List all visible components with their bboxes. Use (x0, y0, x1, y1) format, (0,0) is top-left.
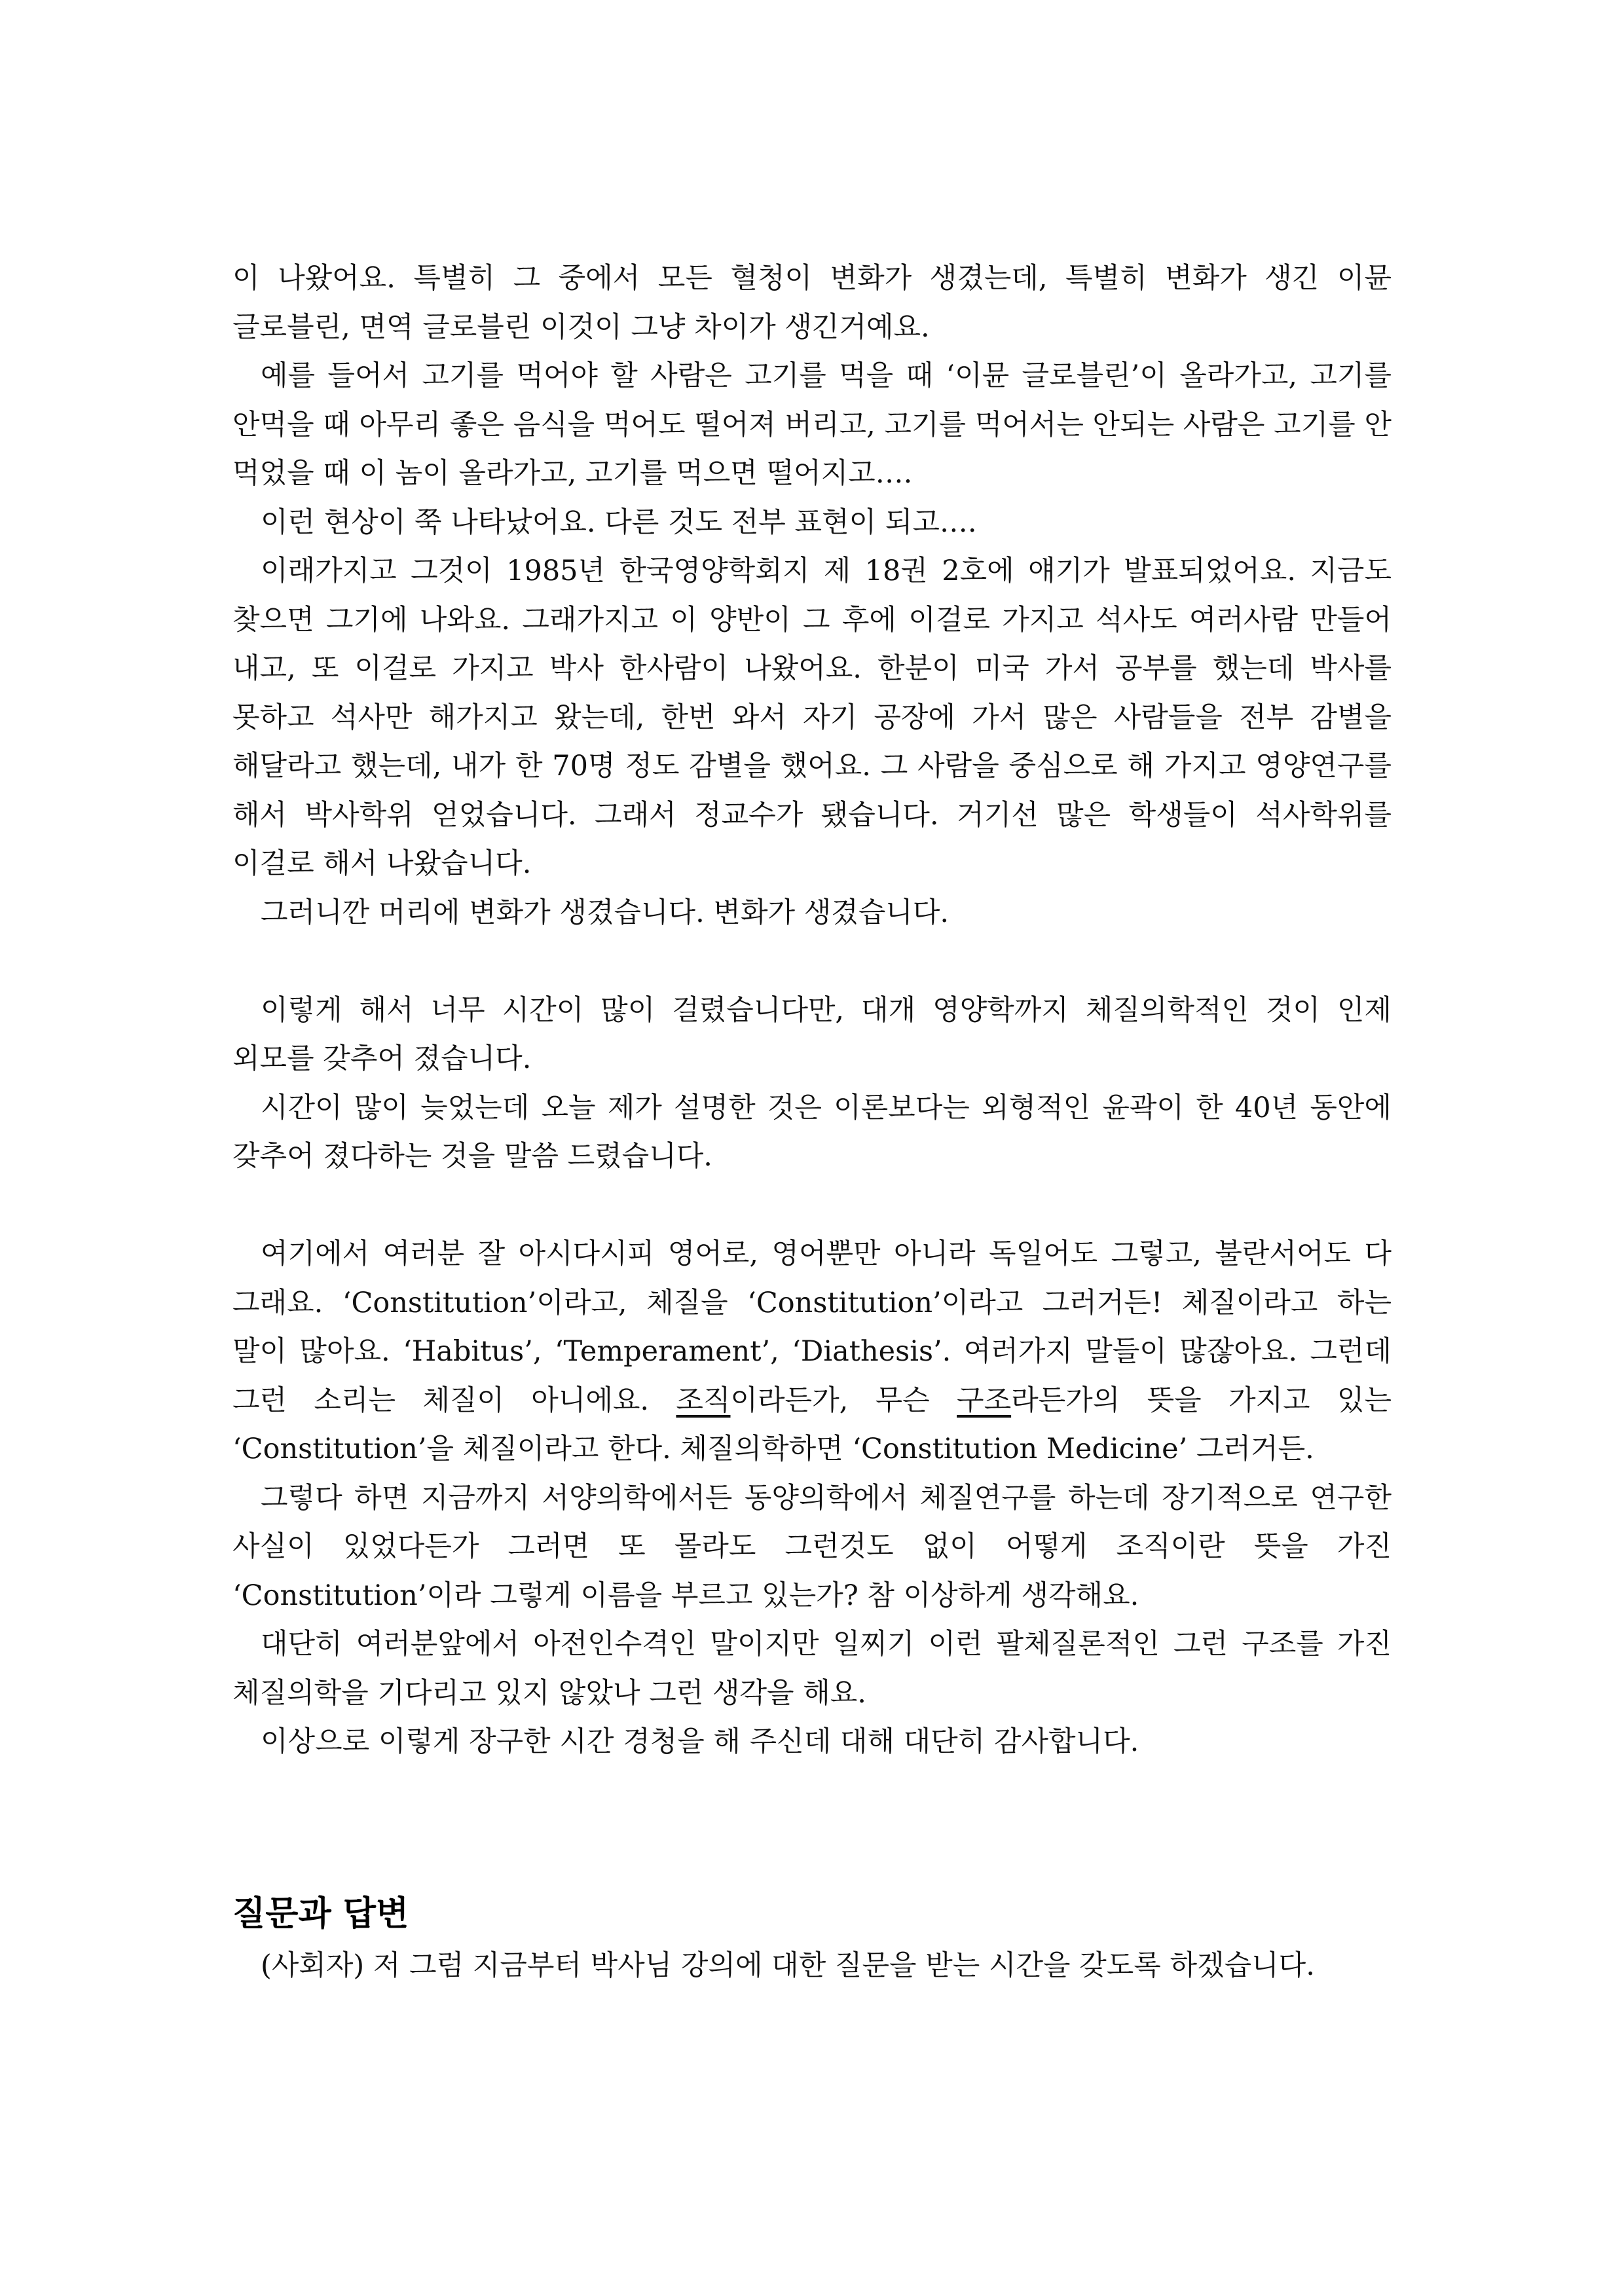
qa-text (232, 1941, 1392, 1991)
paragraph-with-underlines (232, 1230, 1392, 1474)
underlined-term: 조직 (676, 1384, 731, 1417)
paragraph: 이상으로 이렇게 장구한 시간 경청을 해 주신데 대해 대단히 감사합니다. (261, 1725, 1139, 1758)
paragraph: 예를 들어서 고기를 먹어야 할 사람은 고기를 먹을 때 ‘이뮨 글로블린’이 올라가고, 고기를 안먹을 때 아무리 좋은 음식을 먹어도 떨어져 버리고, 고기를 먹어서는 안되는 사람은 고기를 안 먹었을 때 이 놈이 올라가고, 고기를 먹으면 떨어지고…. (232, 359, 1392, 490)
paragraph-gap (232, 937, 1392, 986)
paragraph: 그렇다 하면 지금까지 서양의학에서든 동양의학에서 체질연구를 하는데 장기적으로 연구한 사실이 있었다든가 그러면 또 몰라도 그런것도 없이 어떻게 조직이란 뜻을 가진 ‘Constitution’이라 그렇게 이름을 부르고 있는가? 참 이상하게 생각해요. (232, 1481, 1392, 1612)
text-span: 라든가의 뜻을 가지고 있는 ‘Constitution’을 체질이라고 한다. 체질의학하면 ‘Constitution Medicine’ 그러거든. (232, 1384, 1392, 1465)
paragraph: 시간이 많이 늦었는데 오늘 제가 설명한 것은 이론보다는 외형적인 윤곽이 한 40년 동안에 갖추어 졌다하는 것을 말씀 드렸습니다. (232, 1091, 1392, 1173)
underlined-term: 구조 (957, 1384, 1012, 1417)
paragraph: 이런 현상이 쭉 나타났어요. 다른 것도 전부 표현이 되고…. (261, 505, 977, 539)
paragraph-gap (232, 1181, 1392, 1230)
paragraph: 이 나왔어요. 특별히 그 중에서 모든 혈청이 변화가 생겼는데, 특별히 변화가 생긴 이뮨 글로블린, 면역 글로블린 이것이 그냥 차이가 생긴거예요. (232, 262, 1392, 344)
text-span: 이라든가, 무슨 (730, 1384, 957, 1417)
paragraph: 대단히 여러분앞에서 아전인수격인 말이지만 일찌기 이런 팔체질론적인 그런 구조를 가진 체질의학을 기다리고 있지 않았나 그런 생각을 해요. (232, 1628, 1392, 1710)
paragraph: 이렇게 해서 너무 시간이 많이 걸렸습니다만, 대개 영양학까지 체질의학적인 것이 인제 외모를 갖추어 졌습니다. (232, 993, 1392, 1075)
text-span: 여기에서 여러분 잘 아시다시피 영어로, 영어뿐만 아니라 독일어도 그렇고, 불란서어도 다 그래요. ‘Constitution’이라고, 체질을 ‘Constitution’이라고 그러거든! 체질이라고 하는 말이 많아요. ‘Habitus’, ‘Temperament’, ‘Diathesis’. 여러가지 말들이 많잖아요. 그런데 그런 소리는 체질이 아니에요. (232, 1238, 1392, 1417)
paragraph: (사회자) 저 그럼 지금부터 박사님 강의에 대한 질문을 받는 시간을 갖도록 하겠습니다. (261, 1949, 1315, 1982)
body-text (232, 254, 1392, 1767)
paragraph: 이래가지고 그것이 1985년 한국영양학회지 제 18권 2호에 얘기가 발표되었어요. 지금도 찾으면 그기에 나와요. 그래가지고 이 양반이 그 후에 이걸로 가지고 석사도 여러사람 만들어 내고, 또 이걸로 가지고 박사 한사람이 나왔어요. 한분이 미국 가서 공부를 했는데 박사를 못하고 석사만 해가지고 왔는데, 한번 와서 자기 공장에 가서 많은 사람들을 전부 감별을 해달라고 했는데, 내가 한 70명 정도 감별을 했어요. 그 사람을 중심으로 해 가지고 영양연구를 해서 박사학위 얻었습니다. 그래서 정교수가 됐습니다. 거기선 많은 학생들이 석사학위를 이걸로 해서 나왔습니다. (232, 555, 1392, 880)
section-heading: 질문과 답변 (232, 1894, 409, 1934)
paragraph: 그러니깐 머리에 변화가 생겼습니다. 변화가 생겼습니다. (261, 896, 950, 929)
